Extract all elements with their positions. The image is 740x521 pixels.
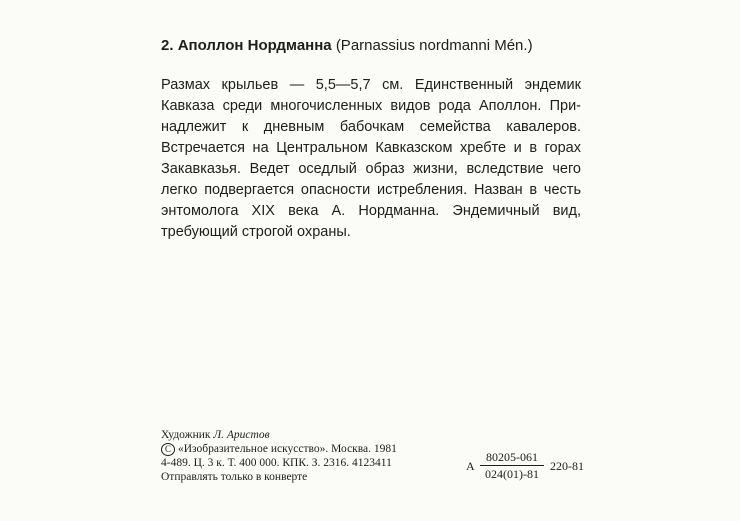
description-line: Закавказья. Ведет оседлый образ жизни, вследствие чего [161, 161, 581, 177]
species-latin-name: (Parnassius nordmanni Mén.) [335, 37, 533, 54]
species-name: Аполлон Нордманна [177, 37, 332, 54]
index-numerator: 80205-061 [480, 450, 544, 466]
envelope-note: Отправлять только в конверте [161, 471, 308, 483]
index-prefix: А [466, 459, 475, 473]
copyright-icon: C [161, 443, 175, 456]
imprint-block [161, 428, 397, 484]
species-description [161, 75, 581, 243]
description-line: энтомолога XIX века А. Нордманна. Эндемичный вид, [161, 203, 581, 219]
artist-label: Художник [161, 429, 211, 441]
description-line: Встречается на Центральном Кавказском хребте и в горах [161, 140, 581, 156]
publisher-line [161, 442, 397, 456]
index-denominator: 024(01)-81 [485, 467, 539, 481]
publisher-text: «Изобразительное искусство». Москва. 1981 [178, 443, 397, 455]
index-suffix: 220-81 [550, 459, 584, 473]
print-details: 4-489. Ц. 3 к. Т. 400 000. КПК. З. 2316. 4123411 [161, 457, 392, 469]
description-line: Кавказа среди многочисленных видов рода Аполлон. При- [161, 98, 581, 114]
description-line: требующий строгой охраны. [161, 224, 351, 240]
species-number: 2. [161, 37, 174, 54]
description-line: легко подвергается опасности истребления. Назван в честь [161, 182, 581, 198]
description-line: надлежит к дневным бабочкам семейства кавалеров. [161, 119, 581, 135]
species-heading [161, 36, 533, 56]
artist-name: Л. Аристов [213, 429, 270, 441]
description-line: Размах крыльев — 5,5—5,7 см. Единственный эндемик [161, 77, 581, 93]
artist-credit [161, 428, 397, 442]
index-fraction [480, 450, 544, 481]
